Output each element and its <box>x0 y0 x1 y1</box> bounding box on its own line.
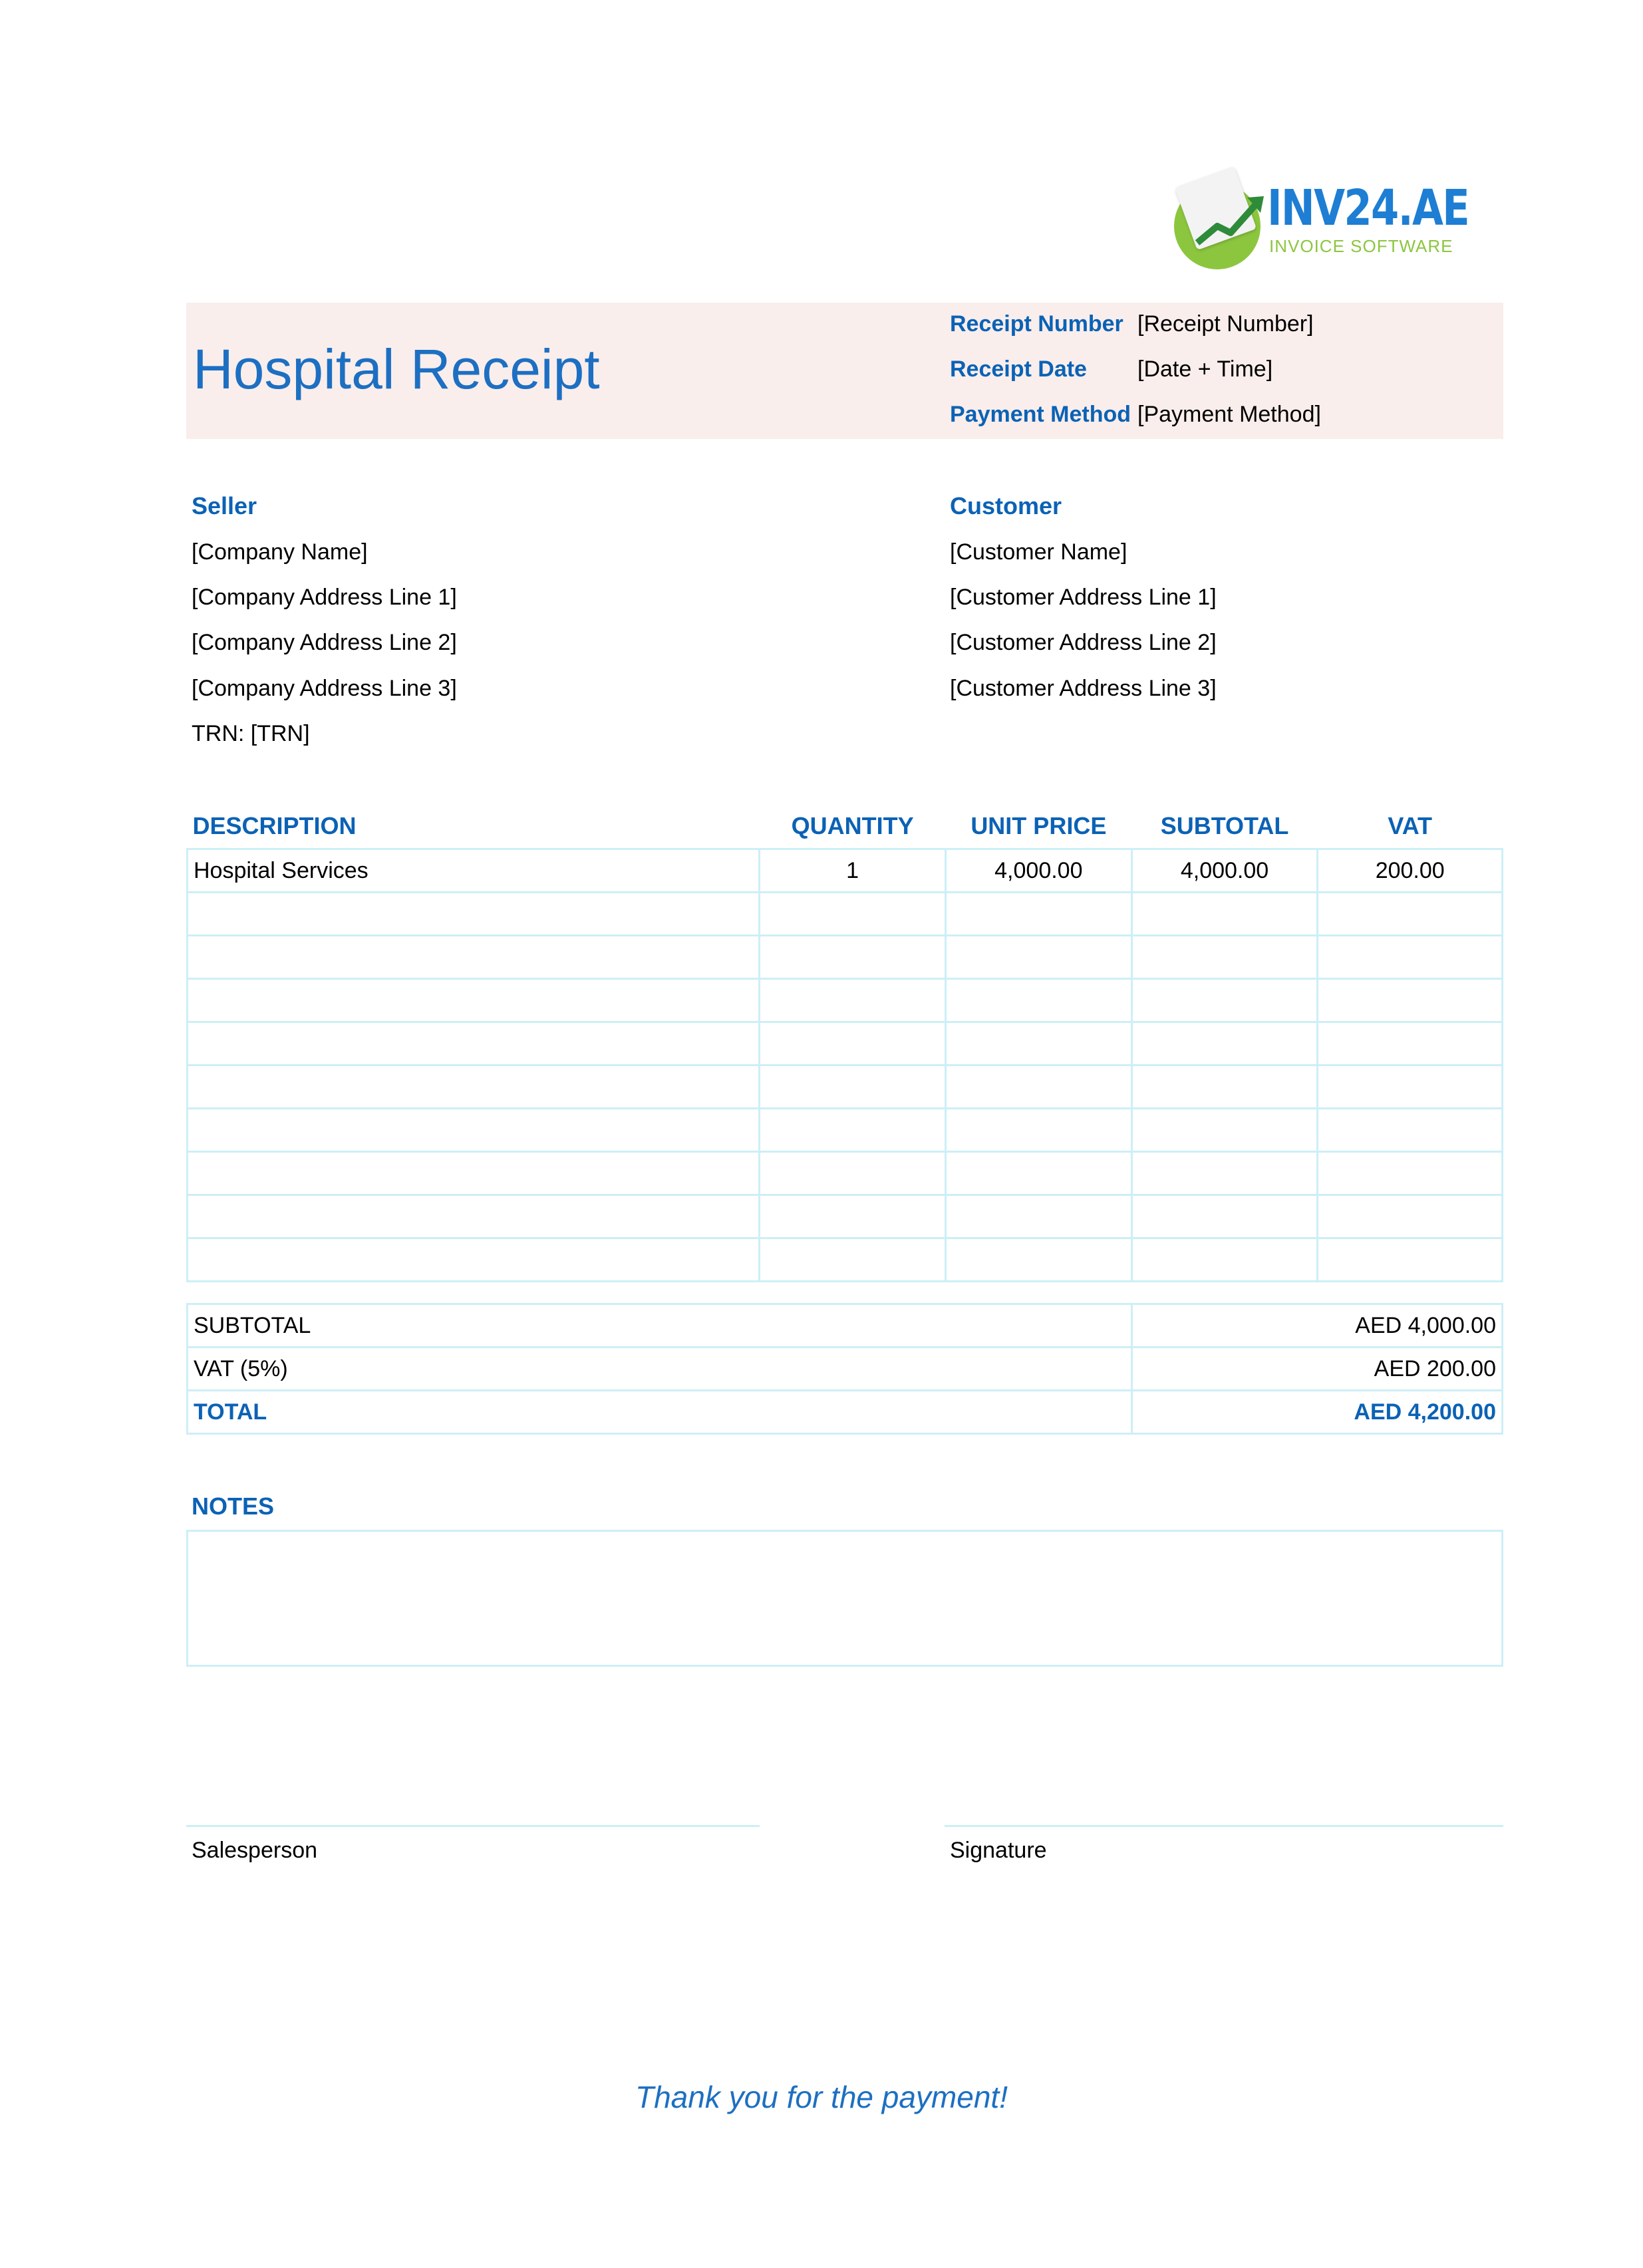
signature-label: Signature <box>950 1838 1047 1863</box>
cell-quantity <box>760 936 946 979</box>
cell-unit-price <box>946 936 1132 979</box>
totals-table <box>186 1303 1503 1435</box>
cell-description <box>188 893 760 936</box>
thank-you-message: Thank you for the payment! <box>635 2080 1008 2114</box>
table-row <box>188 893 1503 936</box>
total-label: TOTAL <box>188 1391 1132 1434</box>
cell-subtotal: 4,000.00 <box>1131 849 1318 893</box>
cell-description <box>188 936 760 979</box>
payment-method-value: [Payment Method] <box>1137 402 1321 427</box>
seller-address-line-1: [Company Address Line 1] <box>192 585 457 610</box>
customer-heading: Customer <box>950 492 1062 519</box>
cell-subtotal <box>1131 1238 1318 1282</box>
cell-description <box>188 1195 760 1238</box>
logo-arrow-icon <box>1194 190 1267 249</box>
notes-box[interactable] <box>186 1530 1503 1667</box>
cell-quantity <box>760 1195 946 1238</box>
cell-unit-price <box>946 1065 1132 1109</box>
col-header-subtotal: SUBTOTAL <box>1160 812 1289 839</box>
cell-unit-price: 4,000.00 <box>946 849 1132 893</box>
total-value: AED 4,200.00 <box>1131 1391 1502 1434</box>
cell-subtotal <box>1131 1109 1318 1152</box>
cell-vat <box>1318 979 1503 1022</box>
cell-description <box>188 1065 760 1109</box>
vat-row <box>188 1347 1503 1391</box>
cell-unit-price <box>946 1238 1132 1282</box>
customer-address-line-3: [Customer Address Line 3] <box>950 676 1217 701</box>
table-row <box>188 1022 1503 1065</box>
cell-unit-price <box>946 1195 1132 1238</box>
vat-label: VAT (5%) <box>188 1347 1132 1391</box>
col-header-vat: VAT <box>1388 812 1433 839</box>
notes-heading: NOTES <box>192 1492 275 1520</box>
cell-subtotal <box>1131 979 1318 1022</box>
cell-subtotal <box>1131 1065 1318 1109</box>
col-header-quantity: QUANTITY <box>791 812 914 839</box>
cell-unit-price <box>946 1109 1132 1152</box>
salesperson-line <box>186 1825 760 1827</box>
cell-quantity <box>760 893 946 936</box>
subtotal-value: AED 4,000.00 <box>1131 1304 1502 1347</box>
cell-quantity <box>760 1152 946 1195</box>
receipt-date-label: Receipt Date <box>950 356 1087 382</box>
table-row <box>188 1238 1503 1282</box>
cell-description <box>188 1109 760 1152</box>
page-title: Hospital Receipt <box>193 338 600 400</box>
table-row <box>188 1195 1503 1238</box>
table-row <box>188 979 1503 1022</box>
customer-address-line-1: [Customer Address Line 1] <box>950 585 1217 610</box>
cell-subtotal <box>1131 1152 1318 1195</box>
cell-vat <box>1318 1109 1503 1152</box>
items-header-row <box>188 804 1503 849</box>
cell-vat <box>1318 1022 1503 1065</box>
cell-quantity <box>760 1238 946 1282</box>
cell-subtotal <box>1131 893 1318 936</box>
customer-address-line-2: [Customer Address Line 2] <box>950 630 1217 655</box>
seller-trn: TRN: [TRN] <box>192 721 310 746</box>
col-header-description: DESCRIPTION <box>192 812 357 839</box>
customer-name: [Customer Name] <box>950 539 1127 565</box>
cell-subtotal <box>1131 1195 1318 1238</box>
subtotal-label: SUBTOTAL <box>188 1304 1132 1347</box>
inv24-logo <box>1174 170 1469 269</box>
cell-description <box>188 979 760 1022</box>
cell-description: Hospital Services <box>188 849 760 893</box>
cell-unit-price <box>946 1152 1132 1195</box>
subtotal-row <box>188 1304 1503 1347</box>
cell-subtotal <box>1131 1022 1318 1065</box>
cell-subtotal <box>1131 936 1318 979</box>
cell-description <box>188 1152 760 1195</box>
cell-vat: 200.00 <box>1318 849 1503 893</box>
cell-unit-price <box>946 893 1132 936</box>
seller-address-line-2: [Company Address Line 2] <box>192 630 457 655</box>
vat-value: AED 200.00 <box>1131 1347 1502 1391</box>
table-row <box>188 1109 1503 1152</box>
logo-brand: INV24.AE <box>1267 180 1469 237</box>
receipt-date-value: [Date + Time] <box>1137 356 1273 382</box>
cell-quantity <box>760 1065 946 1109</box>
receipt-number-value: [Receipt Number] <box>1137 311 1314 337</box>
col-header-unit-price: UNIT PRICE <box>971 812 1107 839</box>
cell-description <box>188 1022 760 1065</box>
receipt-number-label: Receipt Number <box>950 311 1123 337</box>
cell-quantity <box>760 979 946 1022</box>
seller-address-line-3: [Company Address Line 3] <box>192 676 457 701</box>
cell-vat <box>1318 936 1503 979</box>
table-row <box>188 936 1503 979</box>
cell-unit-price <box>946 979 1132 1022</box>
signature-line <box>945 1825 1503 1827</box>
seller-heading: Seller <box>192 492 257 519</box>
table-row <box>188 1152 1503 1195</box>
cell-description <box>188 1238 760 1282</box>
items-table <box>186 804 1503 1282</box>
table-row <box>188 1065 1503 1109</box>
salesperson-label: Salesperson <box>192 1838 318 1863</box>
payment-method-label: Payment Method <box>950 402 1131 427</box>
cell-unit-price <box>946 1022 1132 1065</box>
cell-vat <box>1318 1152 1503 1195</box>
cell-vat <box>1318 1195 1503 1238</box>
seller-company-name: [Company Name] <box>192 539 368 565</box>
cell-quantity: 1 <box>760 849 946 893</box>
cell-quantity <box>760 1022 946 1065</box>
logo-tagline: INVOICE SOFTWARE <box>1269 236 1453 256</box>
table-row <box>188 849 1503 893</box>
cell-vat <box>1318 1238 1503 1282</box>
total-row <box>188 1391 1503 1434</box>
cell-vat <box>1318 893 1503 936</box>
cell-vat <box>1318 1065 1503 1109</box>
cell-quantity <box>760 1109 946 1152</box>
